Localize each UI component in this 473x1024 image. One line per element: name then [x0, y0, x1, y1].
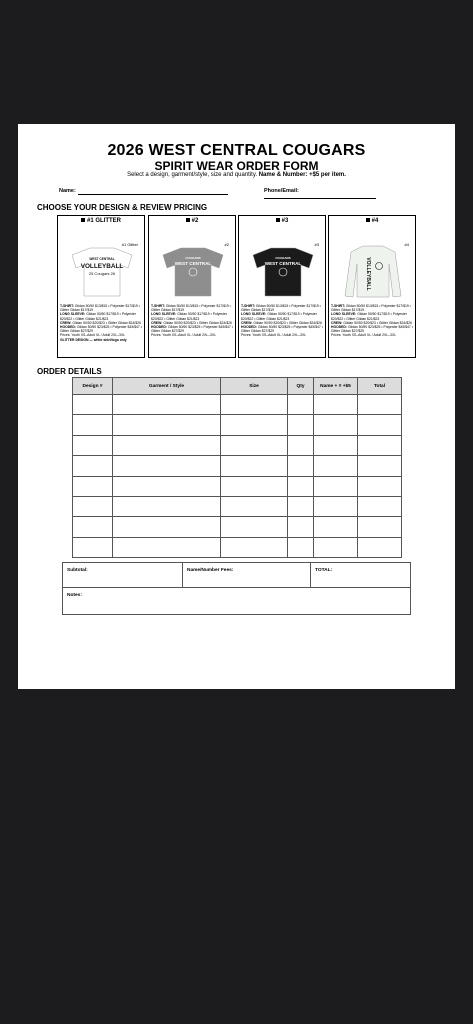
- design-card-label: [149, 218, 235, 224]
- order-cell[interactable]: [221, 476, 288, 496]
- name-field[interactable]: [78, 194, 228, 195]
- order-cell[interactable]: [314, 415, 358, 435]
- form-subtitle: SPIRIT WEAR ORDER FORM: [154, 159, 319, 173]
- pricing-values: Gildan 50/50 $23/$25 • Polyester $45/$47 • Glitter Gildan $27/$29: [151, 325, 233, 334]
- order-cell[interactable]: [113, 537, 221, 557]
- order-cell[interactable]: [113, 496, 221, 516]
- order-cell[interactable]: [221, 456, 288, 476]
- order-cell[interactable]: [358, 415, 402, 435]
- order-cell[interactable]: [358, 517, 402, 537]
- form-title: 2026 WEST CENTRAL COUGARS: [107, 142, 366, 159]
- pricing-values: Gildan 50/50 $23/$25 • Polyester $45/$47 • Glitter Gildan $27/$29: [60, 325, 142, 334]
- pricing-line-longsleeve: [331, 312, 415, 320]
- order-cell[interactable]: [73, 476, 113, 496]
- order-cell[interactable]: [314, 517, 358, 537]
- design-tag: #3: [314, 242, 319, 247]
- t-shirt-image: [64, 240, 140, 298]
- pricing-garment-label: T-SHIRT:: [151, 304, 165, 308]
- instructions-text: Select a design, garment/style, size and quantity.: [127, 172, 259, 178]
- subtotal-label: Subtotal:: [67, 568, 88, 573]
- column-header: Qty: [288, 378, 314, 395]
- pricing-values: Gildan 50/50 $20/$23 • Glitter Gildan $24/$26: [253, 320, 322, 325]
- order-cell[interactable]: [314, 537, 358, 557]
- order-cell[interactable]: [288, 517, 314, 537]
- pricing-garment-label: HOODED:: [331, 325, 348, 330]
- order-cell[interactable]: [73, 456, 113, 476]
- pricing-values: Gildan 50/50 $17/$19 • Polyester $20/$22 • Glitter Gildan $21/$23: [151, 312, 227, 321]
- order-cell[interactable]: [314, 456, 358, 476]
- column-header: Name + # +$5: [314, 378, 358, 395]
- notes-label: Notes:: [67, 593, 82, 598]
- design-card-label: [58, 218, 144, 224]
- pricing-garment-label: CREW:: [151, 320, 163, 325]
- pricing-text: [241, 304, 325, 338]
- pricing-line-longsleeve: [241, 312, 325, 320]
- pricing-garment-label: HOODED:: [151, 325, 168, 330]
- pricing-line-tshirt: [151, 304, 235, 312]
- shirt-print-text: 25 Cougars 26: [88, 271, 116, 276]
- pricing-garment-label: T-SHIRT:: [60, 304, 74, 308]
- name-number-fees-label: Name/Number Fees:: [187, 568, 234, 573]
- checkbox-square-icon[interactable]: [186, 218, 190, 222]
- order-cell[interactable]: [288, 476, 314, 496]
- order-cell[interactable]: [221, 537, 288, 557]
- design-card-label: [239, 218, 325, 224]
- summary-divider: [182, 563, 183, 587]
- long-sleeve-shirt-image: [335, 240, 411, 298]
- pricing-values: Gildan 50/50 $13/$15 • Polyester $17/$19 • Glitter Gildan $17/$19: [241, 304, 321, 313]
- pricing-garment-label: LONG SLEEVE:: [60, 312, 86, 317]
- column-header: Garment / Style: [113, 378, 221, 395]
- order-cell[interactable]: [314, 395, 358, 415]
- column-header: Size: [221, 378, 288, 395]
- order-form-sheet: [18, 124, 455, 689]
- design-tag: #4: [404, 242, 409, 247]
- order-cell[interactable]: [358, 456, 402, 476]
- table-row: [73, 496, 402, 516]
- order-cell[interactable]: [358, 537, 402, 557]
- design-card-2[interactable]: [148, 215, 236, 358]
- order-cell[interactable]: [288, 456, 314, 476]
- pricing-line-tshirt: [331, 304, 415, 312]
- summary-divider: [310, 563, 311, 587]
- pricing-values: Gildan 50/50 $20/$23 • Glitter Gildan $24/$26: [343, 320, 412, 325]
- pricing-values: Gildan 50/50 $17/$19 • Polyester $20/$22 • Glitter Gildan $21/$23: [241, 312, 317, 321]
- order-details-heading: ORDER DETAILS: [37, 367, 102, 376]
- pricing-garment-label: CREW:: [241, 320, 253, 325]
- pricing-line-longsleeve: [60, 312, 144, 320]
- order-cell[interactable]: [314, 496, 358, 516]
- pricing-line-tshirt: [60, 304, 144, 312]
- shirt-print-text: WEST CENTRAL: [89, 257, 115, 261]
- pricing-values: Gildan 50/50 $23/$25 • Polyester $45/$47 • Glitter Gildan $27/$29: [331, 325, 413, 334]
- order-cell[interactable]: [358, 476, 402, 496]
- summary-box: [62, 562, 411, 615]
- phone-email-field[interactable]: [264, 198, 376, 199]
- order-cell[interactable]: [73, 496, 113, 516]
- pricing-line-longsleeve: [151, 312, 235, 320]
- design-card-label-text: #1 GLITTER: [86, 218, 121, 224]
- design-card-label-text: #2: [191, 218, 199, 224]
- order-cell[interactable]: [113, 395, 221, 415]
- pricing-values: Gildan 50/50 $23/$25 • Polyester $45/$47 • Glitter Gildan $27/$29: [241, 325, 323, 334]
- order-cell[interactable]: [73, 395, 113, 415]
- order-cell[interactable]: [288, 435, 314, 455]
- shirt-print-text: VOLLEYBALL: [80, 263, 124, 270]
- design-card-label-text: #3: [281, 218, 289, 224]
- design-card-1[interactable]: [57, 215, 145, 358]
- total-label: TOTAL:: [315, 568, 333, 573]
- pricing-text: [60, 304, 144, 342]
- order-cell[interactable]: [288, 496, 314, 516]
- price-note: Prices: Youth XS–Adult XL / Adult 2XL–3XL: [151, 333, 217, 338]
- order-cell[interactable]: [113, 435, 221, 455]
- column-header: Design #: [73, 378, 113, 395]
- pricing-garment-label: LONG SLEEVE:: [151, 312, 177, 317]
- checkbox-square-icon[interactable]: [276, 218, 280, 222]
- design-tag: #2: [224, 242, 229, 247]
- pricing-values: Gildan 50/50 $13/$15 • Polyester $17/$19 • Glitter Gildan $17/$19: [331, 304, 411, 313]
- order-cell[interactable]: [288, 537, 314, 557]
- design-tag: #1 Glitter: [121, 242, 138, 247]
- price-note: Prices: Youth XS–Adult XL / Adult 2XL–3XL: [241, 333, 307, 338]
- pricing-values: Gildan 50/50 $13/$15 • Polyester $17/$19 • Glitter Gildan $17/$19: [151, 304, 231, 313]
- t-shirt-image: [155, 240, 231, 298]
- pricing-line-hooded: [331, 325, 415, 333]
- order-cell[interactable]: [113, 415, 221, 435]
- column-header: Total: [358, 378, 402, 395]
- glitter-note: GLITTER DESIGN — white shirt/logo only: [60, 337, 127, 342]
- table-row: [73, 395, 402, 415]
- checkbox-square-icon[interactable]: [81, 218, 85, 222]
- pricing-line-hooded: [151, 325, 235, 333]
- order-cell[interactable]: [221, 435, 288, 455]
- pricing-values: Gildan 50/50 $17/$19 • Polyester $20/$22 • Glitter Gildan $21/$23: [331, 312, 407, 321]
- summary-divider: [63, 587, 410, 588]
- order-cell[interactable]: [358, 496, 402, 516]
- pricing-values: Gildan 50/50 $17/$19 • Polyester $20/$22 • Glitter Gildan $21/$23: [60, 312, 136, 321]
- order-cell[interactable]: [73, 435, 113, 455]
- order-table-header: [73, 378, 402, 395]
- table-row: [73, 517, 402, 537]
- pricing-line-tshirt: [241, 304, 325, 312]
- order-cell[interactable]: [358, 435, 402, 455]
- order-cell[interactable]: [221, 415, 288, 435]
- design-card-label-text: #4: [371, 218, 379, 224]
- table-row: [73, 476, 402, 496]
- order-cell[interactable]: [113, 456, 221, 476]
- shirt-body: [345, 246, 401, 297]
- shirt-print-text: COUGARS: [185, 256, 201, 260]
- name-label: Name:: [59, 188, 76, 194]
- shirt-print-text: WEST CENTRAL: [174, 261, 212, 266]
- order-cell[interactable]: [113, 517, 221, 537]
- order-cell[interactable]: [221, 517, 288, 537]
- pricing-values: Gildan 50/50 $20/$23 • Glitter Gildan $24/$26: [163, 320, 232, 325]
- pricing-garment-label: T-SHIRT:: [331, 304, 345, 308]
- table-row: [73, 537, 402, 557]
- t-shirt-image: [245, 240, 321, 298]
- checkbox-square-icon[interactable]: [366, 218, 370, 222]
- pricing-values: Gildan 50/50 $13/$15 • Polyester $17/$19 • Glitter Gildan $17/$19: [60, 304, 140, 313]
- order-cell[interactable]: [73, 415, 113, 435]
- design-card-label: [329, 218, 415, 224]
- design-card-4[interactable]: [328, 215, 416, 358]
- order-cell[interactable]: [358, 395, 402, 415]
- pricing-garment-label: HOODED:: [241, 325, 258, 330]
- pricing-garment-label: CREW:: [60, 320, 72, 325]
- order-cell[interactable]: [221, 496, 288, 516]
- designs-heading: CHOOSE YOUR DESIGN & REVIEW PRICING: [37, 203, 208, 212]
- pricing-garment-label: T-SHIRT:: [241, 304, 255, 308]
- order-cell[interactable]: [221, 395, 288, 415]
- pricing-garment-label: LONG SLEEVE:: [241, 312, 267, 317]
- pricing-text: [151, 304, 235, 338]
- table-row: [73, 456, 402, 476]
- phone-email-label: Phone/Email:: [264, 188, 299, 194]
- pricing-garment-label: LONG SLEEVE:: [331, 312, 357, 317]
- order-cell[interactable]: [113, 476, 221, 496]
- shirt-print-text: WEST CENTRAL: [264, 261, 302, 266]
- shirt-print-text: COUGARS: [275, 256, 291, 260]
- design-card-3[interactable]: [238, 215, 326, 358]
- pricing-line-hooded: [60, 325, 144, 333]
- order-cell[interactable]: [314, 435, 358, 455]
- order-cell[interactable]: [288, 395, 314, 415]
- order-cell[interactable]: [288, 415, 314, 435]
- pricing-text: [331, 304, 415, 338]
- table-row: [73, 415, 402, 435]
- table-row: [73, 435, 402, 455]
- order-cell[interactable]: [73, 537, 113, 557]
- shirt-print-text: VOLLEYBALL: [365, 257, 371, 291]
- form-instructions: [18, 172, 455, 178]
- pricing-values: Gildan 50/50 $20/$23 • Glitter Gildan $24/$26: [72, 320, 141, 325]
- order-table: [72, 377, 402, 558]
- order-cell[interactable]: [314, 476, 358, 496]
- pricing-garment-label: HOODED:: [60, 325, 77, 330]
- price-note: Prices: Youth XS–Adult XL / Adult 2XL–3XL: [331, 333, 397, 338]
- price-note: Prices: Youth XS–Adult XL / Adult 2XL–3XL: [60, 333, 126, 338]
- pricing-garment-label: CREW:: [331, 320, 343, 325]
- order-cell[interactable]: [73, 517, 113, 537]
- pricing-line-hooded: [241, 325, 325, 333]
- instructions-bold-text: Name & Number: +$5 per item.: [258, 172, 346, 178]
- order-table-body: [73, 395, 402, 558]
